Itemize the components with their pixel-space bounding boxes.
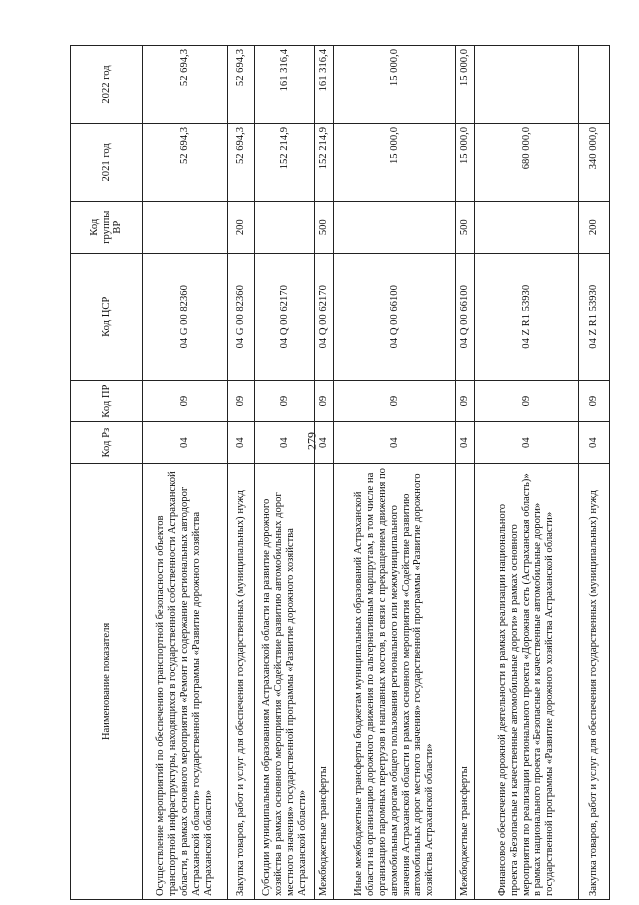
table-row xyxy=(475,46,579,900)
row-name: Закупка товаров, работ и услуг для обеспечения государственных (муниципальных) нужд xyxy=(228,463,255,899)
row-vr: 500 xyxy=(456,201,475,253)
row-name: Межбюджетные трансферты xyxy=(315,463,334,899)
table-row xyxy=(143,46,228,900)
row-vr xyxy=(475,201,579,253)
row-2022: 52 694,3 xyxy=(143,46,228,124)
row-pr: 09 xyxy=(143,380,228,422)
row-csr: 04 Q 00 62170 xyxy=(315,253,334,380)
row-vr: 500 xyxy=(315,201,334,253)
row-2022 xyxy=(475,46,579,124)
row-2022: 15 000,0 xyxy=(456,46,475,124)
table-row xyxy=(578,46,609,900)
row-vr: 200 xyxy=(228,201,255,253)
row-pr: 09 xyxy=(255,380,315,422)
row-rz: 04 xyxy=(143,422,228,464)
page-number: 279 xyxy=(304,432,319,450)
row-pr: 09 xyxy=(315,380,334,422)
row-name: Межбюджетные трансферты xyxy=(456,463,475,899)
row-2021: 52 694,3 xyxy=(228,123,255,201)
budget-table-container xyxy=(70,45,610,900)
budget-table-rotator xyxy=(70,45,610,900)
row-2022: 161 316,4 xyxy=(255,46,315,124)
row-rz: 04 xyxy=(333,422,455,464)
table-row xyxy=(228,46,255,900)
row-2021: 152 214,9 xyxy=(255,123,315,201)
row-rz: 04 xyxy=(315,422,334,464)
row-name: Закупка товаров, работ и услуг для обеспечения государственных (муниципальных) нужд xyxy=(578,463,609,899)
row-csr: 04 Z R1 53930 xyxy=(475,253,579,380)
header-2022: 2022 год xyxy=(71,46,143,124)
row-pr: 09 xyxy=(456,380,475,422)
row-name: Субсидии муниципальным образованиям Астраханской области на развитие дорожного хозяйства в рамках основного мероприятия «Содействие развитию автомобильных дорог местного значения» государственной программы «Развитие дорожного хозяйства Астраханской области» xyxy=(255,463,315,899)
row-2022: 15 000,0 xyxy=(333,46,455,124)
row-name: Финансовое обеспечение дорожной деятельности в рамках реализации национального проекта «Безопасные и качественные автомобильные дороги» в рамках основного мероприятия по реализации регионального проекта «Дорожная сеть (Астраханская область)» в рамках национального проекта «Безопасные и качественные автомобильные дороги» государственной программы «Развитие дорожного хозяйства Астраханской области» xyxy=(475,463,579,899)
row-csr: 04 G 00 82360 xyxy=(143,253,228,380)
row-csr: 04 Z R1 53930 xyxy=(578,253,609,380)
row-rz: 04 xyxy=(456,422,475,464)
row-2021: 340 000,0 xyxy=(578,123,609,201)
header-csr: Код ЦСР xyxy=(71,253,143,380)
row-name: Иные межбюджетные трансферты бюджетам муниципальных образований Астраханской области на организацию дорожного движения по альтернативным маршрутам, в том числе на организацию паромных перегрузов и наплавных мостов, в связи с прекращением движения по автомобильным дорогам общего пользования регионального или межмуниципального значения Астраханской области в рамках основного мероприятия «Содействие развитию автомобильных дорог местного значения» государственной программы «Развитие дорожного хозяйства Астраханской области» xyxy=(333,463,455,899)
header-2021: 2021 год xyxy=(71,123,143,201)
row-pr: 09 xyxy=(578,380,609,422)
table-header-row xyxy=(71,46,143,900)
row-pr: 09 xyxy=(333,380,455,422)
row-vr xyxy=(255,201,315,253)
header-vr: Код группы ВР xyxy=(71,201,143,253)
row-rz: 04 xyxy=(475,422,579,464)
header-name: Наименование показателя xyxy=(71,463,143,899)
row-2022: 161 316,4 xyxy=(315,46,334,124)
row-2021: 15 000,0 xyxy=(456,123,475,201)
row-2021: 52 694,3 xyxy=(143,123,228,201)
header-rz: Код Рз xyxy=(71,422,143,464)
row-pr: 09 xyxy=(475,380,579,422)
row-csr: 04 Q 00 66100 xyxy=(333,253,455,380)
row-2021: 680 000,0 xyxy=(475,123,579,201)
header-pr: Код ПР xyxy=(71,380,143,422)
row-vr xyxy=(143,201,228,253)
row-rz: 04 xyxy=(255,422,315,464)
row-vr: 200 xyxy=(578,201,609,253)
row-2021: 152 214,9 xyxy=(315,123,334,201)
table-row xyxy=(255,46,315,900)
row-csr: 04 G 00 82360 xyxy=(228,253,255,380)
row-rz: 04 xyxy=(228,422,255,464)
table-row xyxy=(333,46,455,900)
row-name: Осуществление мероприятий по обеспечению транспортной безопасности объектов транспортной инфраструктуры, находящихся в государственной собственности Астраханской области, в рамках основного мероприятия «Ремонт и содержание региональных автодорог Астраханской области» государственной программы «Развитие дорожного хозяйства Астраханской области» xyxy=(143,463,228,899)
table-row xyxy=(456,46,475,900)
row-csr: 04 Q 00 66100 xyxy=(456,253,475,380)
row-2021: 15 000,0 xyxy=(333,123,455,201)
table-row xyxy=(315,46,334,900)
row-2022 xyxy=(578,46,609,124)
row-2022: 52 694,3 xyxy=(228,46,255,124)
row-csr: 04 Q 00 62170 xyxy=(255,253,315,380)
row-pr: 09 xyxy=(228,380,255,422)
row-vr xyxy=(333,201,455,253)
row-rz: 04 xyxy=(578,422,609,464)
budget-table xyxy=(70,45,610,900)
